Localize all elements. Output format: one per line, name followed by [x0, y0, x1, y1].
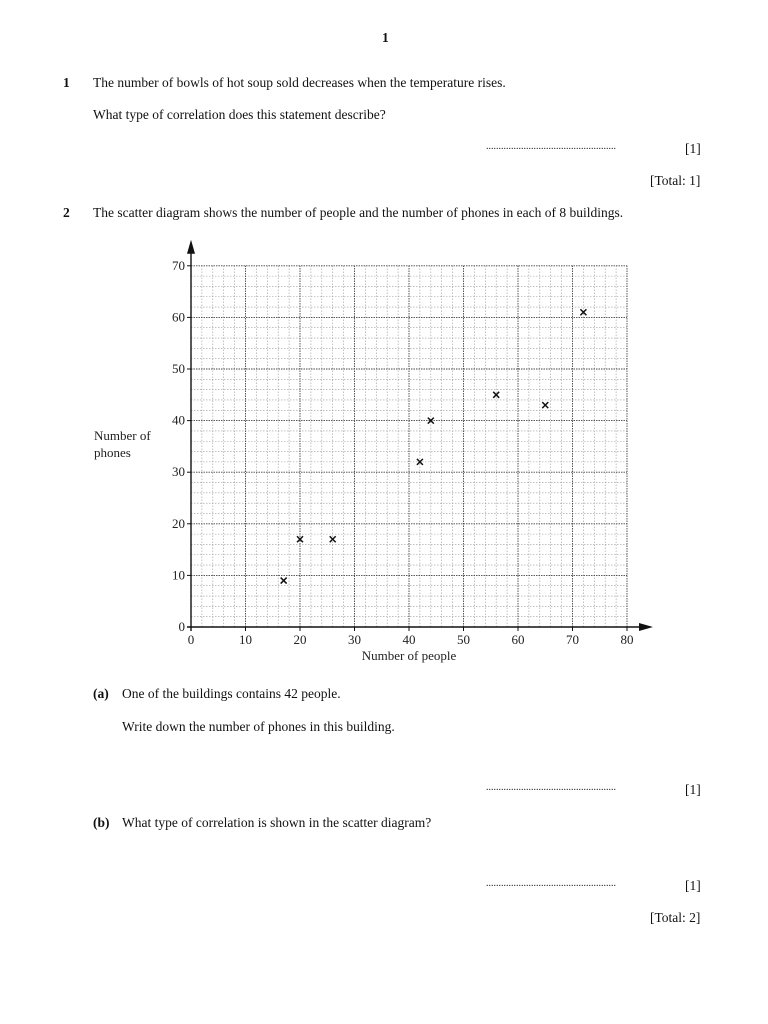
q1-total: [Total: 1]	[650, 173, 701, 188]
q2b-mark: [1]	[685, 878, 701, 893]
x-tick-label: 60	[511, 632, 525, 647]
x-tick-label: 0	[187, 632, 195, 647]
data-point	[330, 536, 336, 542]
y-tick-label: 60	[172, 309, 185, 325]
q2a-text-1: One of the buildings contains 42 people.	[122, 686, 341, 701]
q1-answer-line[interactable]: ....................................................	[486, 141, 616, 152]
scatter-diagram	[82, 236, 672, 666]
y-tick-label: 10	[172, 567, 185, 583]
x-axis-arrow	[639, 623, 653, 631]
y-tick-label: 50	[172, 361, 185, 376]
y-axis-label-line-2: phones	[94, 445, 131, 460]
x-tick-label: 20	[293, 632, 307, 647]
q2a-text-2: Write down the number of phones in this building.	[122, 719, 395, 734]
data-points	[281, 309, 587, 583]
y-axis-label-line-1: Number of	[94, 428, 151, 443]
q2a-answer-line[interactable]: ....................................................	[486, 782, 616, 793]
x-tick-label: 80	[620, 632, 634, 647]
y-tick-label: 40	[172, 412, 185, 428]
q2b-text: What type of correlation is shown in the scatter diagram?	[122, 815, 432, 830]
y-axis-arrow	[187, 240, 195, 254]
y-tick-label: 0	[178, 619, 185, 634]
page-number: 1	[382, 30, 389, 45]
q1-statement: The number of bowls of hot soup sold decreases when the temperature rises.	[93, 75, 506, 90]
x-axis-label: Number of people	[361, 648, 457, 663]
data-point	[542, 402, 548, 408]
q2-statement: The scatter diagram shows the number of people and the number of phones in each of 8 buildings.	[93, 205, 624, 220]
q1-question: What type of correlation does this statement describe?	[93, 107, 386, 122]
y-tick-label: 70	[172, 257, 185, 273]
x-tick-label: 10	[239, 632, 252, 647]
q2a-mark: [1]	[685, 782, 701, 797]
y-tick-label: 20	[172, 515, 185, 531]
q2b-answer-line[interactable]: ....................................................	[486, 878, 616, 889]
data-point	[281, 578, 287, 584]
tick-labels	[172, 258, 634, 647]
q2a-label: (a)	[93, 686, 109, 701]
q1-number: 1	[63, 75, 70, 90]
x-tick-label: 70	[566, 632, 579, 647]
x-tick-label: 40	[402, 632, 416, 647]
q1-mark: [1]	[685, 141, 701, 156]
q2-total: [Total: 2]	[650, 910, 701, 925]
x-tick-label: 50	[457, 632, 470, 647]
y-tick-label: 30	[172, 464, 185, 480]
q2b-label: (b)	[93, 815, 110, 830]
x-tick-label: 30	[348, 632, 361, 647]
q2-number: 2	[63, 205, 70, 220]
